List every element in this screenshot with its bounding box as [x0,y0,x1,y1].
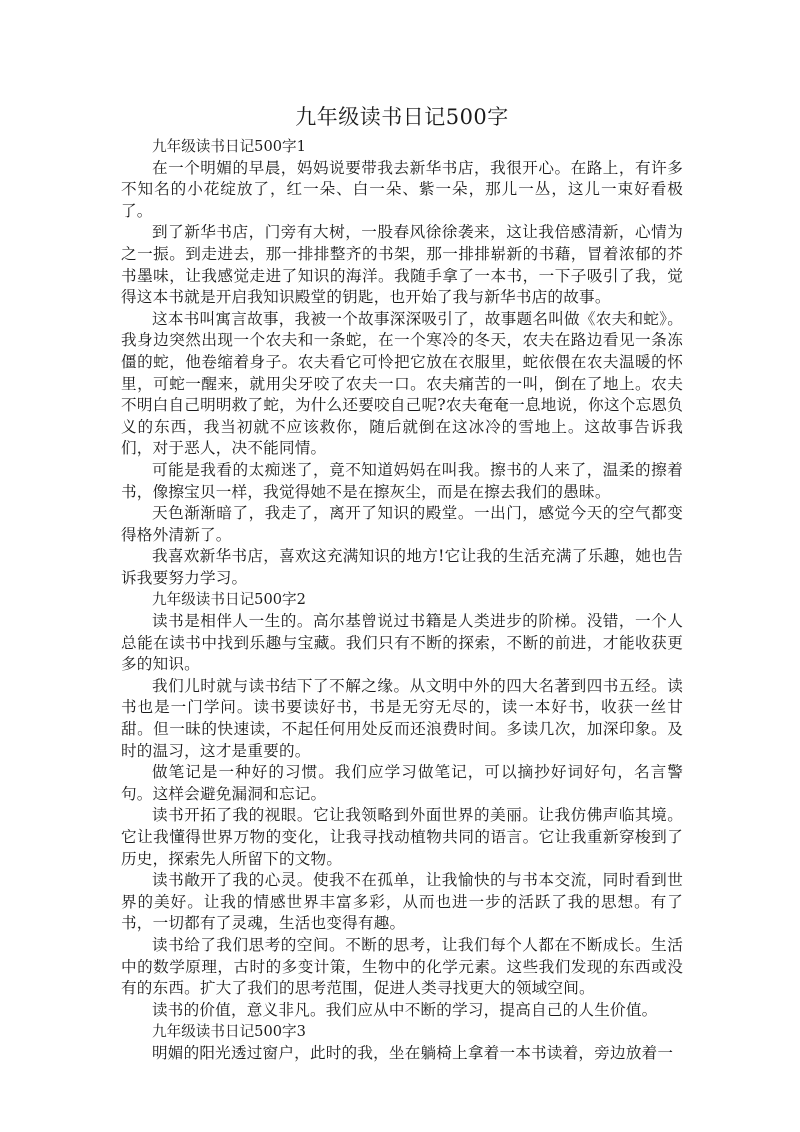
diary-section-2 [121,589,683,1021]
section-heading: 九年级读书日记500字2 [152,591,306,609]
paragraph: 到了新华书店，门旁有大树，一股春风徐徐袭来，这让我倍感清新，心情为之一振。到走进去，那一排排整齐的书架，那一排排崭新的书藉，冒着浓郁的芥书墨味，让我感觉走进了知识的海洋。我随手拿了一本书，一下子吸引了我，觉得这本书就是开启我知识殿堂的钥匙，也开始了我与新华书店的故事。 [121,223,683,307]
paragraph: 我喜欢新华书店，喜欢这充满知识的地方!它让我的生活充满了乐趣，她也告诉我要努力学习。 [121,547,683,587]
document-title: 九年级读书日记500字 [295,105,509,129]
paragraph: 天色渐渐暗了，我走了，离开了知识的殿堂。一出门，感觉今天的空气都变得格外清新了。 [121,504,683,544]
paragraph: 读书是相伴人一生的。高尔基曾说过书籍是人类进步的阶梯。没错，一个人总能在读书中找到乐趣与宝藏。我们只有不断的探索，不断的前进，才能收获更多的知识。 [121,612,683,674]
paragraph: 读书给了我们思考的空间。不断的思考，让我们每个人都在不断成长。生活中的数学原理，古时的多变计策，生物中的化学元素。这些我们发现的东西或没有的东西。扩大了我们的思考范围，促进人类寻找更大的领域空间。 [121,935,683,998]
diary-section-3 [121,1021,683,1064]
diary-section-1 [121,136,683,589]
paragraph: 明媚的阳光透过窗户，此时的我，坐在躺椅上拿着一本书读着，旁边放着一 [152,1043,674,1062]
document-page [121,102,683,1065]
paragraph: 读书开拓了我的视眼。它让我领略到外面世界的美丽。让我仿佛声临其境。它让我懂得世界万物的变化，让我寻找动植物共同的语言。它让我重新穿梭到了历史，探索先人所留下的文物。 [121,806,683,868]
section-heading: 九年级读书日记500字1 [152,138,306,155]
paragraph: 可能是我看的太痴迷了，竟不知道妈妈在叫我。擦书的人来了，温柔的擦着书，像擦宝贝一样，我觉得她不是在擦灰尘，而是在擦去我们的愚昧。 [121,460,683,501]
paragraph: 读书的价值，意义非凡。我们应从中不断的学习，提高自己的人生价值。 [152,1000,658,1019]
paragraph: 这本书叫寓言故事，我被一个故事深深吸引了，故事题名叫做《农夫和蛇》。我身边突然出现一个农夫和一条蛇，在一个寒冷的冬天，农夫在路边看见一条冻僵的蛇，他卷缩着身子。农夫看它可怜把它放在衣服里，蛇依偎在农夫温暖的怀里，可蛇一醒来，就用尖牙咬了农夫一口。农夫痛苦的一叫，倒在了地上。农夫不明白自己明明救了蛇，为什么还要咬自己呢?农夫奄奄一息地说，你这个忘恩负义的东西，我当初就不应该救你，随后就倒在这冰冷的雪地上。这故事告诉我们，对于恶人，决不能同情。 [121,309,683,458]
section-heading: 九年级读书日记500字3 [152,1023,306,1041]
paragraph: 读书敞开了我的心灵。使我不在孤单，让我愉快的与书本交流，同时看到世界的美好。让我的情感世界丰富多彩，从而也进一步的活跃了我的思想。有了书，一切都有了灵魂，生活也变得有趣。 [121,871,683,933]
paragraph: 做笔记是一种好的习惯。我们应学习做笔记，可以摘抄好词好句，名言警句。这样会避免漏洞和忘记。 [121,763,683,803]
paragraph: 我们儿时就与读书结下了不解之缘。从文明中外的四大名著到四书五经。读书也是一门学问。读书要读好书，书是无穷无尽的，读一本好书，收获一丝甘甜。但一昧的快速读，不起任何用处反而还浪费时间。多读几次，加深印象。及时的温习，这才是重要的。 [121,676,683,760]
paragraph: 在一个明媚的早晨，妈妈说要带我去新华书店，我很开心。在路上，有许多不知名的小花绽放了，红一朵、白一朵、紫一朵，那儿一丛，这儿一束好看极了。 [121,158,683,220]
